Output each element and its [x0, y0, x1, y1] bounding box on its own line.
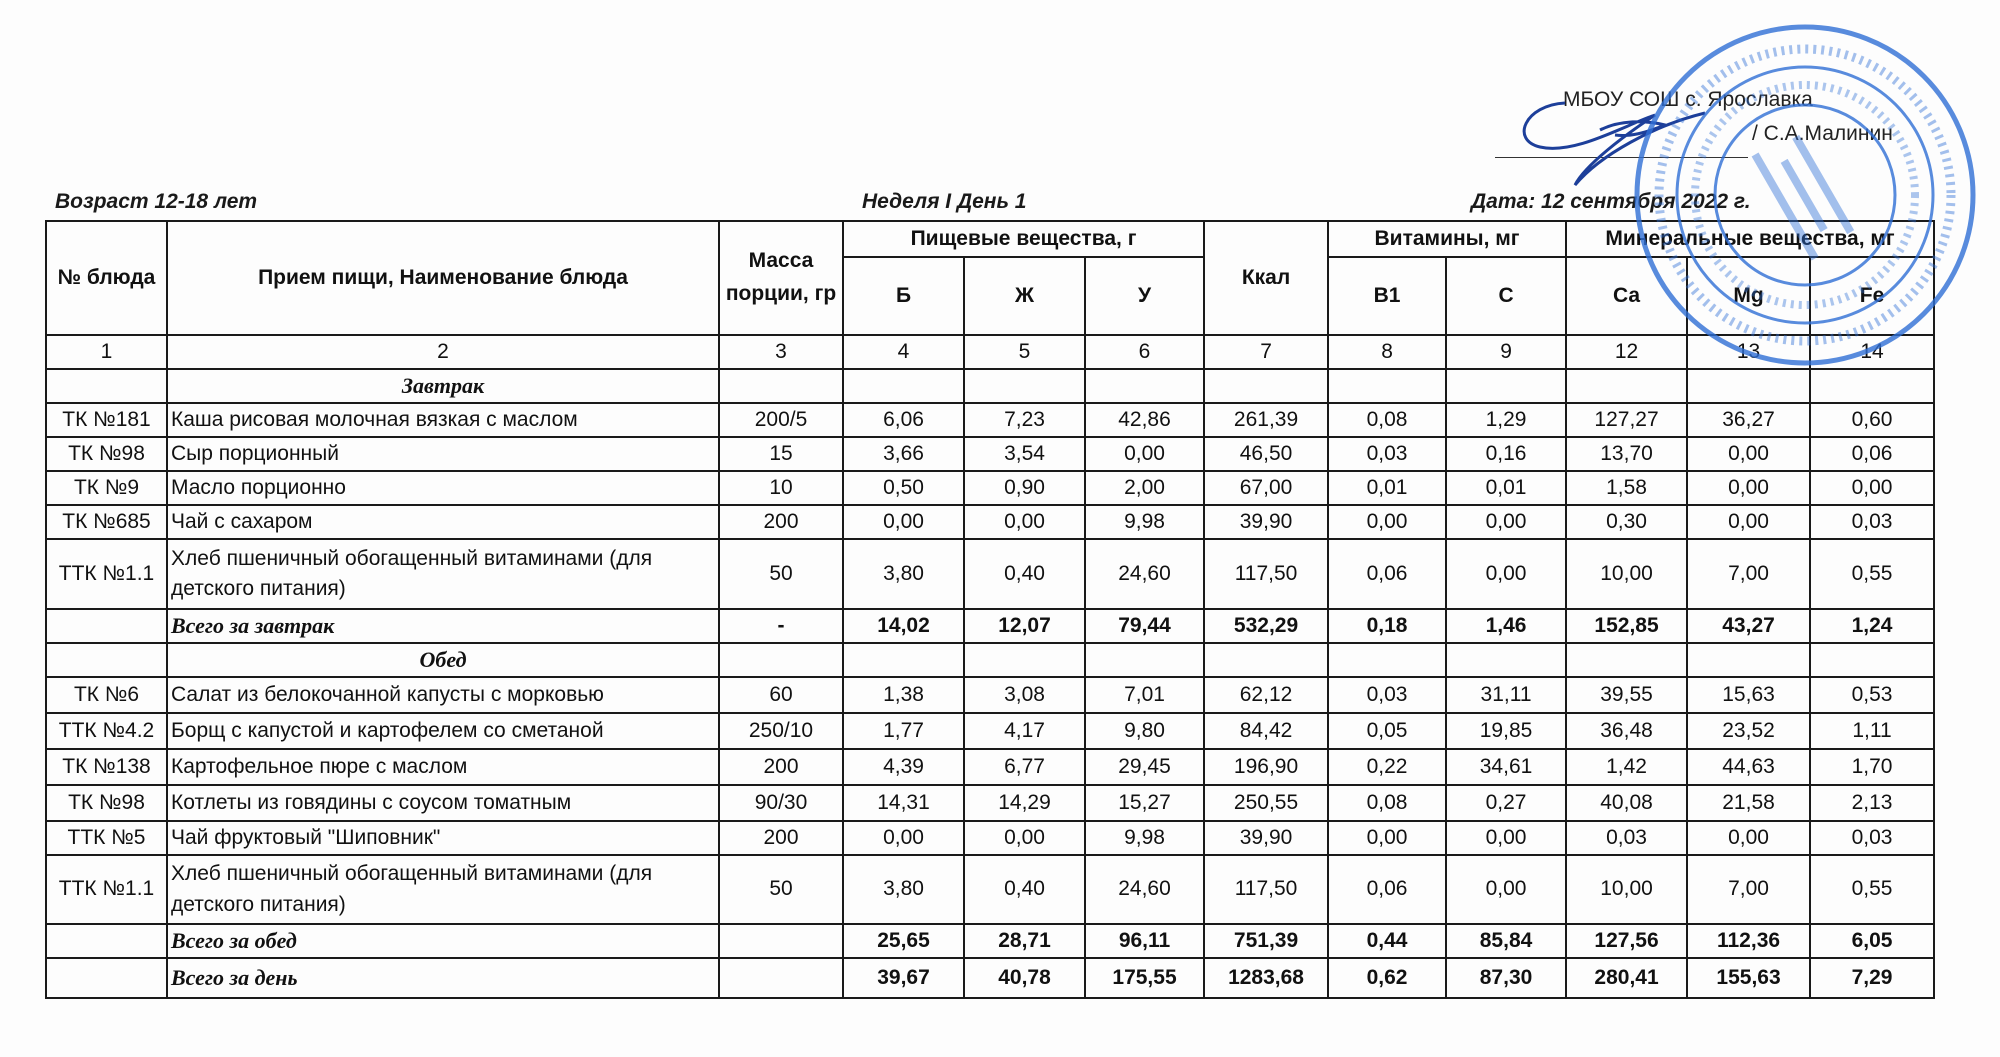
dish-value: 39,55	[1566, 677, 1687, 713]
dish-value: 196,90	[1204, 749, 1328, 785]
total-value: 175,55	[1085, 958, 1204, 998]
date-label: Дата: 12 сентября 2022 г.	[1471, 190, 1751, 213]
total-value: 152,85	[1566, 609, 1687, 643]
dish-mass: 200	[719, 749, 843, 785]
dish-value: 1,58	[1566, 471, 1687, 505]
dish-value: 7,23	[964, 403, 1085, 437]
empty-cell	[46, 958, 167, 998]
dish-mass: 200/5	[719, 403, 843, 437]
dish-value: 1,38	[843, 677, 964, 713]
dish-name: Хлеб пшеничный обогащенный витаминами (для детского питания)	[167, 855, 719, 924]
dish-value: 6,06	[843, 403, 964, 437]
dish-value: 42,86	[1085, 403, 1204, 437]
dish-value: 261,39	[1204, 403, 1328, 437]
menu-table	[45, 220, 1935, 999]
dish-value: 0,03	[1328, 677, 1446, 713]
dish-value: 10,00	[1566, 855, 1687, 924]
dish-value: 0,30	[1566, 505, 1687, 539]
total-value: 1283,68	[1204, 958, 1328, 998]
total-value: 112,36	[1687, 924, 1810, 958]
table-row	[46, 403, 1934, 437]
total-value: 25,65	[843, 924, 964, 958]
empty-cell	[964, 643, 1085, 677]
dish-mass: 10	[719, 471, 843, 505]
dish-value: 250,55	[1204, 785, 1328, 821]
dish-value: 39,90	[1204, 505, 1328, 539]
header-u: У	[1085, 257, 1204, 335]
total-value: 85,84	[1446, 924, 1566, 958]
total-label: Всего за обед	[167, 924, 719, 958]
approval-org: МБОУ СОШ с. Ярославка	[1563, 88, 1813, 111]
dish-mass: 90/30	[719, 785, 843, 821]
dish-code: ТК №9	[46, 471, 167, 505]
dish-value: 3,80	[843, 539, 964, 609]
empty-cell	[1566, 643, 1687, 677]
dish-value: 3,54	[964, 437, 1085, 471]
empty-cell	[1204, 369, 1328, 403]
dish-mass: 200	[719, 505, 843, 539]
dish-value: 0,00	[964, 821, 1085, 855]
empty-cell	[46, 369, 167, 403]
dish-value: 15,27	[1085, 785, 1204, 821]
dish-value: 4,39	[843, 749, 964, 785]
dish-value: 0,00	[1687, 471, 1810, 505]
total-value: 6,05	[1810, 924, 1934, 958]
table-row	[46, 437, 1934, 471]
total-value: 751,39	[1204, 924, 1328, 958]
dish-value: 29,45	[1085, 749, 1204, 785]
dish-mass: 50	[719, 539, 843, 609]
header-mg: Mg	[1687, 257, 1810, 335]
table-row	[46, 505, 1934, 539]
total-value: 127,56	[1566, 924, 1687, 958]
empty-cell	[1810, 369, 1934, 403]
header-b1: В1	[1328, 257, 1446, 335]
empty-cell	[46, 609, 167, 643]
dish-value: 0,05	[1328, 713, 1446, 749]
dish-value: 3,66	[843, 437, 964, 471]
total-value: 40,78	[964, 958, 1085, 998]
dish-value: 40,08	[1566, 785, 1687, 821]
dish-value: 0,90	[964, 471, 1085, 505]
total-value: 12,07	[964, 609, 1085, 643]
dish-value: 62,12	[1204, 677, 1328, 713]
signature-line	[1495, 157, 1748, 158]
dish-code: ТТК №5	[46, 821, 167, 855]
table-row	[46, 471, 1934, 505]
total-value: 14,02	[843, 609, 964, 643]
header-num: № блюда	[46, 221, 167, 335]
column-number-row	[46, 335, 1934, 369]
empty-cell	[1328, 369, 1446, 403]
dish-name: Хлеб пшеничный обогащенный витаминами (для детского питания)	[167, 539, 719, 609]
dish-value: 117,50	[1204, 539, 1328, 609]
dish-name: Масло порционно	[167, 471, 719, 505]
header-vitamins: Витамины, мг	[1328, 221, 1566, 257]
section-row-lunch	[46, 643, 1934, 677]
empty-cell	[1446, 369, 1566, 403]
dish-value: 0,00	[1687, 821, 1810, 855]
dish-mass: 50	[719, 855, 843, 924]
total-value: 28,71	[964, 924, 1085, 958]
total-value: 39,67	[843, 958, 964, 998]
header-fe: Fe	[1810, 257, 1934, 335]
table-row	[46, 821, 1934, 855]
empty-cell	[1446, 643, 1566, 677]
empty-cell	[843, 643, 964, 677]
empty-cell	[1687, 369, 1810, 403]
dish-value: 0,60	[1810, 403, 1934, 437]
header-zh: Ж	[964, 257, 1085, 335]
dish-name: Картофельное пюре с маслом	[167, 749, 719, 785]
dish-value: 0,06	[1810, 437, 1934, 471]
dish-value: 0,16	[1446, 437, 1566, 471]
table-row	[46, 749, 1934, 785]
dish-value: 9,80	[1085, 713, 1204, 749]
dish-value: 0,06	[1328, 855, 1446, 924]
dish-value: 39,90	[1204, 821, 1328, 855]
dish-value: 2,00	[1085, 471, 1204, 505]
dish-value: 0,55	[1810, 539, 1934, 609]
dish-value: 0,03	[1328, 437, 1446, 471]
dish-value: 0,00	[1687, 505, 1810, 539]
dish-mass: 200	[719, 821, 843, 855]
dish-value: 0,40	[964, 539, 1085, 609]
dish-code: ТТК №4.2	[46, 713, 167, 749]
dish-value: 84,42	[1204, 713, 1328, 749]
dish-name: Чай с сахаром	[167, 505, 719, 539]
dish-code: ТК №181	[46, 403, 167, 437]
total-value: 155,63	[1687, 958, 1810, 998]
header-mass: Масса порции, гр	[719, 221, 843, 335]
total-value: 79,44	[1085, 609, 1204, 643]
empty-cell	[1687, 643, 1810, 677]
empty-cell	[46, 924, 167, 958]
dish-value: 0,03	[1810, 821, 1934, 855]
empty-cell	[1085, 643, 1204, 677]
total-row-day	[46, 958, 1934, 998]
empty-cell	[843, 369, 964, 403]
dish-value: 4,17	[964, 713, 1085, 749]
total-row-breakfast	[46, 609, 1934, 643]
total-value: 0,44	[1328, 924, 1446, 958]
section-title: Завтрак	[167, 369, 719, 403]
column-number: 1	[46, 335, 167, 369]
dish-value: 0,55	[1810, 855, 1934, 924]
dish-value: 0,27	[1446, 785, 1566, 821]
dish-name: Чай фруктовый "Шиповник"	[167, 821, 719, 855]
total-value: 87,30	[1446, 958, 1566, 998]
dish-mass: 250/10	[719, 713, 843, 749]
section-row-breakfast	[46, 369, 1934, 403]
empty-cell	[1810, 643, 1934, 677]
empty-cell	[1566, 369, 1687, 403]
header-minerals: Минеральные вещества, мг	[1566, 221, 1934, 257]
empty-cell	[1204, 643, 1328, 677]
total-value: 96,11	[1085, 924, 1204, 958]
header-c: С	[1446, 257, 1566, 335]
dish-value: 10,00	[1566, 539, 1687, 609]
dish-name: Котлеты из говядины с соусом томатным	[167, 785, 719, 821]
column-number: 9	[1446, 335, 1566, 369]
header-name: Прием пищи, Наименование блюда	[167, 221, 719, 335]
dish-value: 0,08	[1328, 785, 1446, 821]
approval-signer: / С.А.Малинин	[1752, 122, 1893, 145]
table-row	[46, 855, 1934, 924]
dish-value: 0,00	[1687, 437, 1810, 471]
empty-cell	[46, 643, 167, 677]
dish-value: 24,60	[1085, 539, 1204, 609]
dish-value: 0,53	[1810, 677, 1934, 713]
dish-value: 23,52	[1687, 713, 1810, 749]
column-number: 8	[1328, 335, 1446, 369]
dish-name: Сыр порционный	[167, 437, 719, 471]
dish-value: 0,01	[1328, 471, 1446, 505]
dish-value: 14,29	[964, 785, 1085, 821]
dish-value: 24,60	[1085, 855, 1204, 924]
table-row	[46, 713, 1934, 749]
header-ca: Са	[1566, 257, 1687, 335]
dish-value: 3,08	[964, 677, 1085, 713]
dish-value: 0,00	[1446, 539, 1566, 609]
dish-value: 0,00	[1328, 505, 1446, 539]
dish-value: 117,50	[1204, 855, 1328, 924]
header-row	[46, 221, 1934, 257]
dish-value: 15,63	[1687, 677, 1810, 713]
dish-value: 0,00	[843, 821, 964, 855]
total-value: 1,24	[1810, 609, 1934, 643]
empty-cell	[719, 369, 843, 403]
dish-value: 67,00	[1204, 471, 1328, 505]
dish-value: 0,00	[1328, 821, 1446, 855]
dish-value: 1,42	[1566, 749, 1687, 785]
dish-code: ТК №98	[46, 785, 167, 821]
total-value: 532,29	[1204, 609, 1328, 643]
total-label: Всего за день	[167, 958, 719, 998]
table-row	[46, 677, 1934, 713]
total-value: 1,46	[1446, 609, 1566, 643]
total-mass: -	[719, 609, 843, 643]
column-number: 4	[843, 335, 964, 369]
section-title: Обед	[167, 643, 719, 677]
column-number: 6	[1085, 335, 1204, 369]
header-kcal: Ккал	[1204, 221, 1328, 335]
dish-value: 1,29	[1446, 403, 1566, 437]
dish-code: ТК №98	[46, 437, 167, 471]
total-label: Всего за завтрак	[167, 609, 719, 643]
dish-value: 36,48	[1566, 713, 1687, 749]
dish-value: 19,85	[1446, 713, 1566, 749]
dish-value: 0,03	[1810, 505, 1934, 539]
dish-code: ТТК №1.1	[46, 539, 167, 609]
dish-value: 0,00	[843, 505, 964, 539]
dish-value: 0,01	[1446, 471, 1566, 505]
dish-value: 14,31	[843, 785, 964, 821]
column-number: 3	[719, 335, 843, 369]
dish-code: ТК №685	[46, 505, 167, 539]
column-number: 5	[964, 335, 1085, 369]
dish-value: 0,00	[1446, 855, 1566, 924]
empty-cell	[1328, 643, 1446, 677]
total-value: 280,41	[1566, 958, 1687, 998]
empty-cell	[719, 643, 843, 677]
dish-value: 9,98	[1085, 821, 1204, 855]
dish-value: 0,06	[1328, 539, 1446, 609]
dish-value: 7,00	[1687, 539, 1810, 609]
dish-code: ТТК №1.1	[46, 855, 167, 924]
total-value: 7,29	[1810, 958, 1934, 998]
dish-value: 34,61	[1446, 749, 1566, 785]
dish-value: 0,50	[843, 471, 964, 505]
dish-value: 3,80	[843, 855, 964, 924]
dish-value: 0,40	[964, 855, 1085, 924]
week-day-label: Неделя I День 1	[862, 190, 1027, 213]
age-label: Возраст 12-18 лет	[55, 190, 258, 213]
dish-name: Борщ с капустой и картофелем со сметаной	[167, 713, 719, 749]
dish-value: 0,00	[964, 505, 1085, 539]
column-number: 14	[1810, 335, 1934, 369]
table-row	[46, 785, 1934, 821]
total-row-lunch	[46, 924, 1934, 958]
dish-value: 0,00	[1085, 437, 1204, 471]
dish-value: 1,77	[843, 713, 964, 749]
dish-value: 2,13	[1810, 785, 1934, 821]
dish-mass: 15	[719, 437, 843, 471]
dish-code: ТК №6	[46, 677, 167, 713]
empty-cell	[964, 369, 1085, 403]
dish-value: 1,70	[1810, 749, 1934, 785]
total-value: 0,62	[1328, 958, 1446, 998]
dish-value: 1,11	[1810, 713, 1934, 749]
dish-value: 31,11	[1446, 677, 1566, 713]
table-row	[46, 539, 1934, 609]
dish-value: 0,22	[1328, 749, 1446, 785]
dish-value: 46,50	[1204, 437, 1328, 471]
total-value: 0,18	[1328, 609, 1446, 643]
total-mass	[719, 958, 843, 998]
dish-value: 0,00	[1810, 471, 1934, 505]
column-number: 13	[1687, 335, 1810, 369]
dish-value: 44,63	[1687, 749, 1810, 785]
dish-value: 6,77	[964, 749, 1085, 785]
dish-code: ТК №138	[46, 749, 167, 785]
dish-value: 0,00	[1446, 505, 1566, 539]
dish-value: 13,70	[1566, 437, 1687, 471]
dish-name: Салат из белокочанной капусты с морковью	[167, 677, 719, 713]
header-b: Б	[843, 257, 964, 335]
column-number: 2	[167, 335, 719, 369]
dish-value: 0,03	[1566, 821, 1687, 855]
dish-value: 9,98	[1085, 505, 1204, 539]
dish-value: 7,01	[1085, 677, 1204, 713]
dish-value: 0,08	[1328, 403, 1446, 437]
dish-name: Каша рисовая молочная вязкая с маслом	[167, 403, 719, 437]
empty-cell	[1085, 369, 1204, 403]
column-number: 12	[1566, 335, 1687, 369]
dish-value: 7,00	[1687, 855, 1810, 924]
dish-value: 0,00	[1446, 821, 1566, 855]
header-nutrients: Пищевые вещества, г	[843, 221, 1204, 257]
dish-value: 21,58	[1687, 785, 1810, 821]
total-value: 43,27	[1687, 609, 1810, 643]
dish-value: 127,27	[1566, 403, 1687, 437]
column-number: 7	[1204, 335, 1328, 369]
dish-mass: 60	[719, 677, 843, 713]
total-mass	[719, 924, 843, 958]
dish-value: 36,27	[1687, 403, 1810, 437]
